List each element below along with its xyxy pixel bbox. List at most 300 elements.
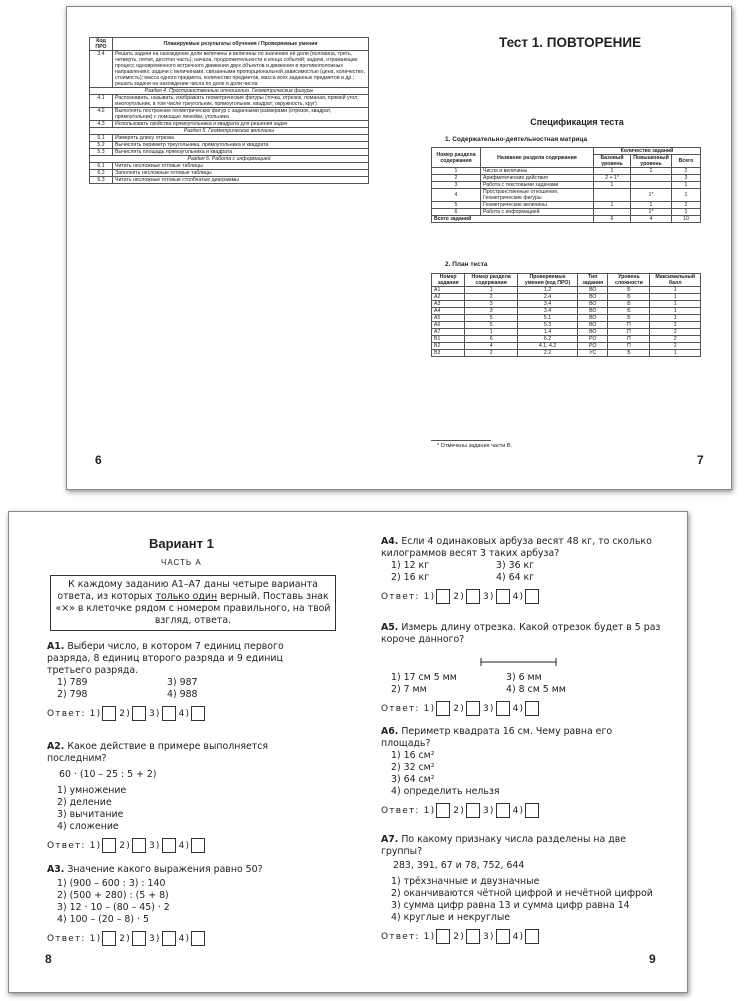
plan-body: [432, 287, 701, 357]
answer-option-number: 3): [148, 708, 161, 719]
table-row: [432, 175, 701, 182]
matrix-no: 3: [432, 182, 481, 189]
matrix-no: 1: [432, 168, 481, 175]
table-row: [90, 121, 369, 128]
plan-cell: 2: [465, 294, 518, 301]
outcome-code: 4.2: [90, 108, 113, 121]
outcome-text: Вычислять периметр треугольника, прямоугольника и квадрата: [113, 142, 369, 149]
answer-row: [47, 931, 329, 946]
plan-cell: ВО: [578, 322, 608, 329]
plan-cell: 2: [650, 322, 701, 329]
plan-cell: П: [608, 329, 650, 336]
section-row: [90, 156, 369, 163]
outcome-code: 3.4: [90, 51, 113, 88]
plan-header-cell: Номер раздела содержания: [465, 274, 518, 287]
page-number-6: 6: [95, 453, 102, 467]
task-a4-num: А4.: [381, 536, 399, 547]
answer-label: Ответ:: [47, 708, 86, 719]
matrix-basic: [594, 209, 631, 216]
matrix-basic: 2 + 1*: [594, 175, 631, 182]
option: 2) деление: [57, 797, 112, 808]
plan-cell: 1: [465, 287, 518, 294]
matrix-total-all: 10: [672, 216, 701, 223]
answer-checkbox[interactable]: [162, 931, 176, 946]
answer-option-number: 3): [148, 840, 161, 851]
plan-cell: Б: [608, 315, 650, 322]
option: 4) определить нельзя: [391, 786, 500, 797]
section-title: Раздел 4. Пространственные отношения. Геометрические фигуры: [90, 88, 369, 95]
plan-cell: Б: [608, 308, 650, 315]
task-a2-text: Какое действие в примере выполняется последним?: [47, 741, 268, 764]
table-row: [432, 209, 701, 216]
table-row: [90, 135, 369, 142]
matrix-adv: [631, 182, 672, 189]
answer-checkbox[interactable]: [466, 589, 480, 604]
task-a4: [381, 536, 663, 604]
answer-option-number: 2): [453, 591, 465, 602]
plan-cell: В1: [432, 336, 465, 343]
outcome-text: Использовать свойства прямоугольника и квадрата для решения задач: [113, 121, 369, 128]
page-7-title: Тест 1. ПОВТОРЕНИЕ: [499, 35, 642, 50]
task-a4-options: [391, 560, 601, 584]
outcome-text: Решать задачи на нахождение доли величины и величины по значению её доли (половина, треть, четверть, пятая, десятая часть); начала, продолжительности и конца событий; задачи, отражающие процесс одновременного встречного движения двух объектов и движения в противоположных направлениях; задачи с величинами, связанными пропорциональной зависимостью (цена, количество, стоимость); масса одного предмета, количество предметов, масса всех заданных предметов и др.; решать задачи на нахождение числа по доле и доли числа: [113, 51, 369, 88]
part-title: ЧАСТЬ А: [161, 558, 202, 567]
answer-checkbox[interactable]: [102, 838, 116, 853]
answer-option-number: 1): [423, 805, 436, 816]
answer-option-number: 4): [178, 840, 191, 851]
answer-checkbox[interactable]: [466, 803, 480, 818]
plan-cell: Б: [608, 294, 650, 301]
matrix-total-adv: 4: [631, 216, 672, 223]
table-row: [90, 108, 369, 121]
matrix-no: 2: [432, 175, 481, 182]
answer-option-number: 2): [119, 933, 131, 944]
task-a1: [47, 641, 329, 721]
plan-header-cell: Тип задания: [578, 274, 608, 287]
matrix-total: 2: [672, 168, 701, 175]
answer-checkbox[interactable]: [436, 803, 450, 818]
outcome-code: 4.1: [90, 95, 113, 108]
outcome-code: 6.1: [90, 163, 113, 170]
matrix-basic: 1: [594, 182, 631, 189]
section-title: Раздел 5. Геометрические величины: [90, 128, 369, 135]
matrix-adv: 1: [631, 202, 672, 209]
page-number-7: 7: [697, 453, 704, 467]
task-a1-text: Выбери число, в котором 7 единиц первого разряда, 8 единиц второго разряда и 9 единиц третьего разряда.: [47, 641, 284, 676]
table-row: [432, 322, 701, 329]
matrix-header-count: Количество заданий: [594, 148, 701, 155]
answer-checkbox[interactable]: [162, 838, 176, 853]
outcome-text: Заполнять несложные готовые таблицы: [113, 170, 369, 177]
matrix-name: Пространственные отношения. Геометрические фигуры: [481, 189, 594, 202]
plan-title: 2. План теста: [445, 261, 488, 268]
matrix-total: 3: [672, 175, 701, 182]
plan-cell: 2: [465, 350, 518, 357]
answer-option-number: 1): [423, 591, 436, 602]
section-row: [90, 128, 369, 135]
table-row: [432, 308, 701, 315]
answer-checkbox[interactable]: [525, 701, 539, 716]
table-row: [432, 189, 701, 202]
matrix-body: [432, 168, 701, 216]
outcome-text: Читать несложные готовые столбчатые диаграммы: [113, 177, 369, 184]
task-a3-num: А3.: [47, 864, 65, 875]
table-row: [432, 329, 701, 336]
plan-cell: В2: [432, 343, 465, 350]
outcomes-table: [89, 37, 369, 184]
matrix-total-row: [432, 216, 701, 223]
outcome-text: Распознавать, называть, изображать геометрические фигуры (точка, отрезок, ломаная, прямой угол; многоугольник, в том числе треугольник, прямоугольник, квадрат; окружность, круг): [113, 95, 369, 108]
plan-cell: 3.4: [517, 308, 577, 315]
task-a5-options: [391, 672, 621, 696]
plan-cell: 5.1: [517, 315, 577, 322]
option: 2) 16 кг: [391, 572, 430, 583]
plan-cell: 1: [650, 350, 701, 357]
task-a3: [47, 864, 329, 946]
task-a2-num: А2.: [47, 741, 65, 752]
plan-cell: 4: [465, 343, 518, 350]
answer-checkbox[interactable]: [525, 803, 539, 818]
answer-checkbox[interactable]: [496, 803, 510, 818]
option: 3) 987: [167, 677, 198, 688]
answer-checkbox[interactable]: [436, 929, 450, 944]
answer-option-number: 3): [482, 591, 495, 602]
option: 1) (900 – 600 : 3) : 140: [57, 878, 166, 889]
table-row: [432, 294, 701, 301]
plan-cell: 2: [650, 343, 701, 350]
plan-cell: 4.1, 4.2: [517, 343, 577, 350]
plan-cell: ВО: [578, 301, 608, 308]
option: 1) трёхзначные и двузначные: [391, 876, 540, 887]
plan-header-cell: Уровень сложности: [608, 274, 650, 287]
answer-checkbox[interactable]: [191, 706, 205, 721]
answer-label: Ответ:: [47, 933, 86, 944]
answer-label: Ответ:: [381, 931, 420, 942]
table-row: [432, 350, 701, 357]
option: 3) 6 мм: [506, 672, 542, 683]
option: 4) круглые и некруглые: [391, 912, 511, 923]
table-row: [90, 170, 369, 177]
answer-row: [47, 838, 329, 853]
table-row: [90, 95, 369, 108]
answer-option-number: 1): [89, 840, 102, 851]
outcome-code: 5.3: [90, 149, 113, 156]
answer-option-number: 3): [482, 703, 495, 714]
answer-option-number: 1): [89, 708, 102, 719]
plan-cell: ВО: [578, 315, 608, 322]
plan-cell: ВО: [578, 308, 608, 315]
plan-cell: А1: [432, 287, 465, 294]
task-a6-num: А6.: [381, 726, 399, 737]
col-code-header: Код ПРО: [90, 38, 113, 51]
outcome-text: Читать несложные готовые таблицы: [113, 163, 369, 170]
answer-option-number: 4): [178, 933, 191, 944]
answer-checkbox[interactable]: [496, 589, 510, 604]
top-spread: [66, 6, 732, 490]
outcomes-body: [90, 51, 369, 184]
option: 2) (500 + 280) : (5 + 8): [57, 890, 169, 901]
answer-option-number: 2): [453, 931, 465, 942]
spec-title: Спецификация теста: [530, 117, 624, 127]
matrix-name: Работа с информацией: [481, 209, 594, 216]
answer-option-number: 3): [482, 805, 495, 816]
outcome-text: Вычислять площадь прямоугольника и квадрата: [113, 149, 369, 156]
matrix-name: Числа и величины: [481, 168, 594, 175]
matrix-name: Работа с текстовыми задачами: [481, 182, 594, 189]
footnote: * Отмечены задания части В.: [437, 443, 513, 449]
instruction-pre: К каждому заданию А1–А7 даны четыре варианта ответа, из которых: [57, 579, 318, 602]
task-a7-options: [391, 876, 663, 924]
outcome-code: 6.3: [90, 177, 113, 184]
plan-cell: 2.4: [517, 294, 577, 301]
answer-row: [381, 589, 663, 604]
task-a5-num: А5.: [381, 622, 399, 633]
task-a6-text: Периметр квадрата 16 см. Чему равна его площадь?: [381, 726, 613, 749]
answer-checkbox[interactable]: [162, 706, 176, 721]
plan-cell: УС: [578, 350, 608, 357]
plan-cell: 3: [465, 308, 518, 315]
matrix-total: 1: [672, 209, 701, 216]
task-a7-num: А7.: [381, 834, 399, 845]
plan-header-cell: Номер задания: [432, 274, 465, 287]
plan-cell: 2.2: [517, 350, 577, 357]
plan-cell: А3: [432, 301, 465, 308]
plan-cell: А5: [432, 315, 465, 322]
table-row: [432, 168, 701, 175]
option: 3) вычитание: [57, 809, 124, 820]
plan-cell: ВО: [578, 287, 608, 294]
plan-header-row: [432, 274, 701, 287]
task-a2-expression: 60 · (10 – 25 : 5 + 2): [59, 769, 157, 780]
answer-option-number: 3): [482, 931, 495, 942]
answer-label: Ответ:: [381, 591, 420, 602]
variant-title: Вариант 1: [149, 536, 214, 551]
answer-option-number: 2): [453, 703, 465, 714]
plan-cell: 3.4: [517, 301, 577, 308]
option: 2) оканчиваются чётной цифрой и нечётной цифрой: [391, 888, 653, 899]
plan-cell: А4: [432, 308, 465, 315]
table-row: [432, 202, 701, 209]
matrix-basic: 1: [594, 168, 631, 175]
answer-label: Ответ:: [47, 840, 86, 851]
plan-cell: 1: [465, 329, 518, 336]
task-a1-options: [57, 677, 277, 701]
answer-option-number: 3): [148, 933, 161, 944]
option: 3) 64 см²: [391, 774, 435, 785]
outcome-code: 5.1: [90, 135, 113, 142]
answer-option-number: 1): [89, 933, 102, 944]
plan-cell: 1.2: [517, 287, 577, 294]
plan-cell: Б: [608, 287, 650, 294]
matrix-no: 6: [432, 209, 481, 216]
matrix-table: [431, 147, 701, 223]
plan-cell: 5: [465, 315, 518, 322]
answer-row: [381, 701, 663, 716]
plan-cell: 1: [650, 287, 701, 294]
plan-cell: А2: [432, 294, 465, 301]
task-a7: [381, 834, 663, 944]
option: 1) 789: [57, 677, 88, 688]
option: 3) сумма цифр равна 13 и сумма цифр равна 14: [391, 900, 630, 911]
plan-cell: РО: [578, 343, 608, 350]
page-number-8: 8: [45, 952, 52, 966]
table-row: [90, 51, 369, 88]
answer-checkbox[interactable]: [525, 929, 539, 944]
answer-option-number: 4): [512, 805, 525, 816]
plan-cell: 2: [650, 336, 701, 343]
matrix-title: 1. Содержательно-деятельностная матрица: [445, 136, 588, 143]
section-row: [90, 88, 369, 95]
answer-checkbox[interactable]: [132, 931, 146, 946]
matrix-no: 4: [432, 189, 481, 202]
answer-option-number: 4): [512, 591, 525, 602]
plan-cell: 1: [650, 315, 701, 322]
answer-option-number: 2): [453, 805, 465, 816]
plan-cell: 3: [465, 301, 518, 308]
option: 3) 12 · 10 – (80 – 45) · 2: [57, 902, 170, 913]
matrix-adv: 1*: [631, 189, 672, 202]
outcome-code: 5.2: [90, 142, 113, 149]
answer-checkbox[interactable]: [102, 931, 116, 946]
task-a3-text: Значение какого выражения равно 50?: [67, 864, 263, 875]
plan-cell: В3: [432, 350, 465, 357]
table-row: [432, 336, 701, 343]
plan-header-cell: Проверяемые умения (код ПРО): [517, 274, 577, 287]
answer-option-number: 4): [178, 708, 191, 719]
outcome-text: Измерять длину отрезка: [113, 135, 369, 142]
answer-option-number: 2): [119, 708, 131, 719]
page-number-9: 9: [649, 952, 656, 966]
segment-figure: [381, 652, 663, 672]
answer-checkbox[interactable]: [191, 931, 205, 946]
plan-cell: ВО: [578, 329, 608, 336]
table-row: [432, 315, 701, 322]
outcome-code: 6.2: [90, 170, 113, 177]
option: 1) 17 см 5 мм: [391, 672, 457, 683]
plan-cell: 1: [650, 294, 701, 301]
instruction-post: верный. Поставь знак «×» в клеточке рядом с номером правильного, на твой взгляд, ответа.: [55, 591, 331, 626]
outcome-code: 4.3: [90, 121, 113, 128]
matrix-no: 5: [432, 202, 481, 209]
answer-checkbox[interactable]: [466, 929, 480, 944]
matrix-adv: 1: [631, 168, 672, 175]
plan-cell: А7: [432, 329, 465, 336]
plan-table: [431, 273, 701, 357]
matrix-name: Геометрические величины: [481, 202, 594, 209]
answer-checkbox[interactable]: [525, 589, 539, 604]
task-a5-text: Измерь длину отрезка. Какой отрезок будет в 5 раз короче данного?: [381, 622, 661, 645]
matrix-total: 1: [672, 189, 701, 202]
answer-row: [381, 803, 663, 818]
outcome-text: Выполнять построение геометрических фигур с заданными размерами (отрезок, квадрат, прямоугольник) с помощью линейки, угольника: [113, 108, 369, 121]
plan-header-cell: Максимальный балл: [650, 274, 701, 287]
task-a6: [381, 726, 663, 818]
bottom-spread: [8, 511, 688, 993]
matrix-total-label: Всего заданий: [432, 216, 594, 223]
task-a2-options: [57, 785, 329, 833]
plan-cell: РО: [578, 336, 608, 343]
task-a5: [381, 622, 663, 716]
matrix-header-basic: Базовый уровень: [594, 155, 631, 168]
section-title: Раздел 6. Работа с информацией: [90, 156, 369, 163]
table-row: [432, 301, 701, 308]
answer-checkbox[interactable]: [436, 589, 450, 604]
table-row: [90, 142, 369, 149]
plan-cell: 1: [650, 301, 701, 308]
plan-cell: 5.3: [517, 322, 577, 329]
answer-checkbox[interactable]: [496, 701, 510, 716]
option: 2) 7 мм: [391, 684, 427, 695]
answer-checkbox[interactable]: [191, 838, 205, 853]
plan-cell: А6: [432, 322, 465, 329]
matrix-adv: 1*: [631, 209, 672, 216]
matrix-basic: 1: [594, 202, 631, 209]
plan-cell: П: [608, 343, 650, 350]
table-row: [432, 343, 701, 350]
task-a3-options: [57, 878, 329, 926]
answer-checkbox[interactable]: [102, 706, 116, 721]
plan-cell: 6.2: [517, 336, 577, 343]
page-6: [89, 37, 369, 184]
answer-label: Ответ:: [381, 805, 420, 816]
task-a2: [47, 741, 329, 853]
answer-checkbox[interactable]: [132, 838, 146, 853]
answer-row: [47, 706, 329, 721]
answer-row: [381, 929, 663, 944]
matrix-basic: [594, 189, 631, 202]
answer-checkbox[interactable]: [132, 706, 146, 721]
table-row: [90, 149, 369, 156]
plan-cell: 1: [650, 308, 701, 315]
matrix-total: 2: [672, 202, 701, 209]
plan-cell: ВО: [578, 294, 608, 301]
answer-checkbox[interactable]: [496, 929, 510, 944]
option: 4) 8 см 5 мм: [506, 684, 566, 695]
task-a4-text: Если 4 одинаковых арбуза весят 48 кг, то сколько килограммов весят 3 таких арбуза?: [381, 536, 652, 559]
answer-label: Ответ:: [381, 703, 420, 714]
plan-cell: 1.4: [517, 329, 577, 336]
answer-option-number: 1): [423, 703, 436, 714]
task-a7-text: По какому признаку числа разделены на две группы?: [381, 834, 627, 857]
plan-cell: 5: [465, 322, 518, 329]
option: 3) 36 кг: [496, 560, 535, 571]
option: 4) 988: [167, 689, 198, 700]
answer-option-number: 2): [119, 840, 131, 851]
matrix-header-total: Всего: [672, 155, 701, 168]
answer-option-number: 4): [512, 931, 525, 942]
plan-cell: 2: [650, 329, 701, 336]
table-row: [90, 163, 369, 170]
table-row: [432, 287, 701, 294]
task-a1-num: А1.: [47, 641, 65, 652]
answer-checkbox[interactable]: [466, 701, 480, 716]
footnote-rule: [431, 440, 491, 441]
instruction-box: [50, 575, 336, 631]
plan-cell: П: [608, 322, 650, 329]
option: 2) 32 см²: [391, 762, 435, 773]
matrix-header-name: Название раздела содержания: [481, 148, 594, 168]
plan-cell: П: [608, 336, 650, 343]
table-row: [90, 177, 369, 184]
col-outcome-header: Планируемые результаты обучения / Проверяемые умения: [113, 38, 369, 51]
answer-checkbox[interactable]: [436, 701, 450, 716]
matrix-name: Арифметические действия: [481, 175, 594, 182]
option: 1) 12 кг: [391, 560, 430, 571]
task-a6-options: [391, 750, 663, 798]
matrix-total: 1: [672, 182, 701, 189]
answer-option-number: 4): [512, 703, 525, 714]
matrix-total-basic: 6: [594, 216, 631, 223]
